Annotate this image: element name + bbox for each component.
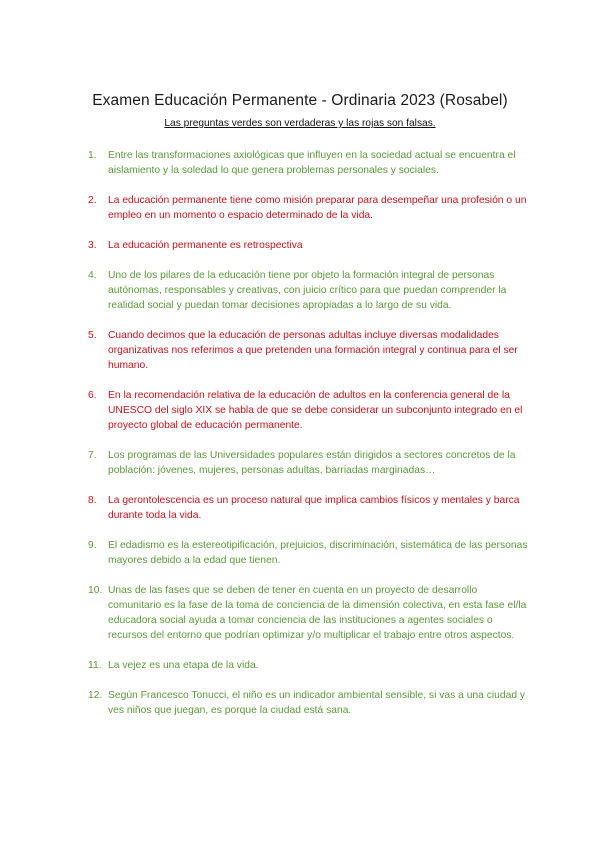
question-number: 12.	[88, 690, 103, 701]
question-text: Unas de las fases que se deben de tener en cuenta en un proyecto de desarrollo comunitario es la fase de la toma de conciencia de la dimensión colectiva, en esta fase el/la educadora social ayuda a tomar conciencia de las instituciones a agentes sociales o recursos del entorno que podrían optimizar y/o multiplicar el trabajo entre otros aspectos.	[108, 585, 527, 641]
question-text: Uno de los pilares de la educación tiene por objeto la formación integral de personas autónomas, responsables y creativas, con juicio crítico para que puedan comprender la realidad social y puedan tomar decisiones apropiadas a lo largo de su vida.	[108, 270, 507, 311]
question-item	[88, 448, 528, 478]
question-item	[88, 688, 528, 718]
question-item	[88, 493, 528, 523]
question-number: 4.	[88, 270, 97, 281]
question-list	[88, 148, 528, 733]
question-text: En la recomendación relativa de la educación de adultos en la conferencia general de la UNESCO del siglo XIX se habla de que se debe considerar un subconjunto integrado en el proyecto global de educación permanente.	[108, 390, 523, 431]
question-number: 5.	[88, 330, 97, 341]
question-item	[88, 193, 528, 223]
question-item	[88, 238, 528, 253]
question-number: 9.	[88, 540, 97, 551]
question-text: Entre las transformaciones axiológicas que influyen en la sociedad actual se encuentra el aislamiento y la soledad lo que genera problemas personales y sociales.	[108, 150, 516, 176]
question-item	[88, 583, 528, 643]
question-text: La educación permanente es retrospectiva	[108, 240, 303, 251]
question-item	[88, 658, 528, 673]
question-number: 8.	[88, 495, 97, 506]
question-text: La gerontolescencia es un proceso natural que implica cambios físicos y mentales y barca durante toda la vida.	[108, 495, 520, 521]
question-number: 11.	[88, 660, 102, 671]
question-text: La educación permanente tiene como misión preparar para desempeñar una profesión o un empleo en un momento o espacio determinado de la vida.	[108, 195, 527, 221]
instructions-subtitle: Las preguntas verdes son verdaderas y las rojas son falsas.	[164, 118, 436, 129]
question-item	[88, 268, 528, 313]
question-item	[88, 388, 528, 433]
page-title: Examen Educación Permanente - Ordinaria 2023 (Rosabel)	[92, 92, 508, 109]
question-text: Según Francesco Tonucci, el niño es un indicador ambiental sensible, si vas a una ciudad y ves niños que juegan, es porque la ciudad está sana.	[108, 690, 526, 716]
question-number: 3.	[88, 240, 97, 251]
question-text: La vejez es una etapa de la vida.	[108, 660, 259, 671]
question-number: 10.	[88, 585, 103, 596]
question-number: 6.	[88, 390, 97, 401]
question-number: 2.	[88, 195, 97, 206]
question-number: 7.	[88, 450, 97, 461]
question-text: Cuando decimos que la educación de personas adultas incluye diversas modalidades organizativas nos referimos a que pretenden una formación integral y continua para el ser humano.	[108, 330, 518, 371]
question-number: 1.	[88, 150, 97, 161]
question-text: El edadismo es la estereotipificación, prejuicios, discriminación, sistemática de las personas mayores debido a la edad que tienen.	[108, 540, 528, 566]
question-item	[88, 328, 528, 373]
question-text: Los programas de las Universidades populares están dirigidos a sectores concretos de la población: jóvenes, mujeres, personas adultas, barriadas marginadas…	[108, 450, 516, 476]
question-item	[88, 538, 528, 568]
question-item	[88, 148, 528, 178]
